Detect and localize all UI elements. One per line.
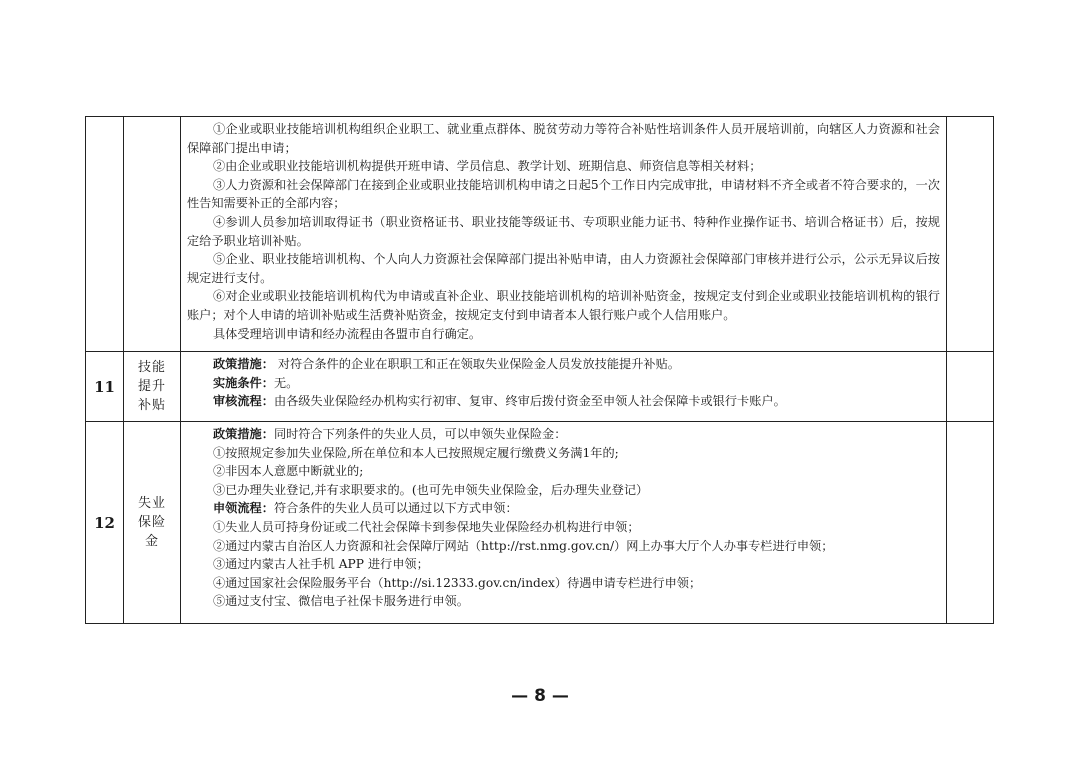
- process-text: 符合条件的失业人员可以通过以下方式申领：: [273, 501, 518, 516]
- paragraph: ③人力资源和社会保障部门在接到企业或职业技能培训机构申请之日起5个工作日内完成审批，申请材料不齐全或者不符合要求的，一次性告知需要补正的全部内容；: [187, 177, 940, 211]
- policy-name-line: 保险: [137, 515, 166, 530]
- process-item: ①失业人员可持身份证或二代社会保障卡到参保地失业保险经办机构进行申领；: [213, 519, 640, 534]
- process-item: ⑤通过支付宝、微信电子社保卡服务进行申领。: [213, 594, 469, 609]
- table-row: [86, 352, 994, 422]
- paragraph: ④参训人员参加培训取得证书（职业资格证书、职业技能等级证书、专项职业能力证书、特种作业操作证书、培训合格证书）后，按规定给予职业培训补贴。: [187, 214, 940, 248]
- condition-item: ②非因本人意愿中断就业的;: [213, 464, 364, 479]
- policy-name-line: 金: [144, 534, 159, 549]
- condition-item: ③已办理失业登记,并有求职要求的。(也可先申领失业保险金，后办理失业登记）: [213, 482, 649, 497]
- measures-line: [187, 425, 940, 444]
- remarks-cell: [947, 422, 994, 624]
- review-line: [187, 392, 940, 411]
- process-item: ④通过国家社会保险服务平台（http://si.12333.gov.cn/index）待遇申请专栏进行申领；: [213, 575, 702, 590]
- paragraph: 具体受理培训申请和经办流程由各盟市自行确定。: [213, 326, 482, 341]
- paragraph: ⑥对企业或职业技能培训机构代为申请或直补企业、职业技能培训机构的培训补贴资金，按规定支付到企业或职业技能培训机构的银行账户；对个人申请的培训补贴或生活费补贴资金，按规定支付到申请者本人银行账户或个人信用账户。: [187, 289, 940, 322]
- review-text: 由各级失业保险经办机构实行初审、复审、终审后拨付资金至申领人社会保障卡或银行卡账户。: [273, 394, 786, 409]
- paragraph: ②由企业或职业技能培训机构提供开班申请、学员信息、教学计划、班期信息、师资信息等相关材料；: [213, 159, 762, 174]
- policy-name-line: 技能: [137, 360, 166, 375]
- policy-name: [124, 352, 181, 422]
- policy-table: [85, 116, 994, 624]
- policy-name-line: 失业: [137, 496, 166, 511]
- policy-content-cell: [181, 117, 947, 352]
- policy-name-line: 补贴: [137, 398, 166, 413]
- row-number: 12: [86, 422, 124, 624]
- policy-content-cell: [181, 352, 947, 422]
- conditions-text: 无。: [273, 375, 299, 390]
- remarks-cell: [947, 117, 994, 352]
- policy-content-cell: [181, 422, 947, 624]
- row-number: 11: [86, 352, 124, 422]
- process-item: ③通过内蒙古人社手机 APP 进行申领；: [213, 557, 429, 572]
- measures-label: 政策措施：: [213, 357, 274, 371]
- measures-label: 政策措施：: [213, 427, 274, 441]
- measures-line: [187, 355, 940, 374]
- paragraph: ①企业或职业技能培训机构组织企业职工、就业重点群体、脱贫劳动力等符合补贴性培训条件人员开展培训前，向辖区人力资源和社会保障部门提出申请；: [187, 122, 940, 155]
- conditions-line: [187, 374, 940, 393]
- policy-name-cell: [124, 117, 181, 352]
- table-row: [86, 117, 994, 352]
- table-row: [86, 422, 994, 624]
- remarks-cell: [947, 352, 994, 422]
- review-label: 审核流程：: [213, 394, 274, 409]
- measures-text: 同时符合下列条件的失业人员，可以申领失业保险金：: [273, 427, 567, 441]
- row-number-cell: [86, 117, 124, 352]
- paragraph: ⑤企业、职业技能培训机构、个人向人力资源社会保障部门提出补贴申请，由人力资源社会保障部门审核并进行公示，公示无异议后按规定进行支付。: [187, 252, 940, 285]
- page-number: — 8 —: [511, 686, 569, 706]
- condition-item: ①按照规定参加失业保险,所在单位和本人已按照规定履行缴费义务满1年的;: [213, 445, 619, 460]
- process-label: 申领流程：: [213, 501, 274, 516]
- process-item: ②通过内蒙古自治区人力资源和社会保障厅网站（http://rst.nmg.gov.cn/）网上办事大厅个人办事专栏进行申领；: [213, 538, 834, 553]
- conditions-label: 实施条件：: [213, 375, 274, 390]
- policy-name-line: 提升: [137, 379, 166, 394]
- measures-text: 对符合条件的企业在职职工和正在领取失业保险金人员发放技能提升补贴。: [277, 357, 680, 371]
- policy-name: [124, 422, 181, 624]
- process-line: [187, 499, 940, 518]
